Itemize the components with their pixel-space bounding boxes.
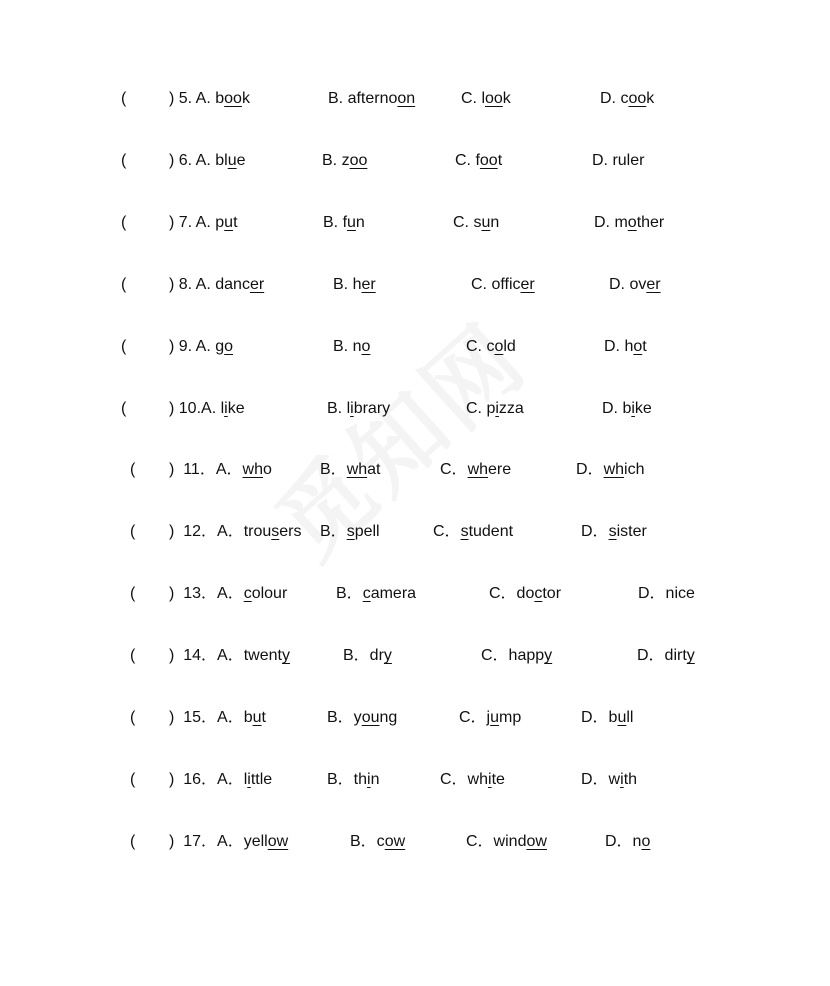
underlined-letters: i xyxy=(224,400,228,417)
underlined-letters: i xyxy=(620,771,624,788)
option-c xyxy=(466,396,524,422)
option-text: n xyxy=(370,771,380,788)
option-b xyxy=(322,148,367,174)
option-text: B． xyxy=(320,461,347,478)
option-text: C. offic xyxy=(471,276,521,293)
option-d xyxy=(594,210,664,236)
underlined-letters: i xyxy=(350,400,354,417)
question-number: ) 12．A． xyxy=(169,523,244,540)
option-text: l xyxy=(220,400,225,417)
answer-paren: ( xyxy=(121,276,127,293)
option-text: B. n xyxy=(333,338,362,355)
underlined-letters: c xyxy=(534,585,543,602)
option-text: B. z xyxy=(322,152,350,169)
option-text: ers xyxy=(279,523,302,540)
option-text: C. s xyxy=(453,214,482,231)
option-d xyxy=(581,519,647,545)
option-b xyxy=(333,334,370,360)
question-number: ) 16．A． xyxy=(169,771,244,788)
option-b xyxy=(327,767,380,793)
underlined-letters: ou xyxy=(361,709,380,726)
answer-paren: ( xyxy=(130,771,136,788)
answer-paren: ( xyxy=(130,461,136,478)
option-text: ke xyxy=(634,400,652,417)
option-c xyxy=(440,457,511,483)
option-text: ttle xyxy=(250,771,273,788)
option-d xyxy=(581,705,633,731)
option-text: B. f xyxy=(323,214,348,231)
option-text: C．wind xyxy=(466,833,527,850)
option-c xyxy=(461,86,511,112)
question-number: ) 8. A. xyxy=(169,276,216,293)
option-text: trou xyxy=(243,523,272,540)
question-row xyxy=(0,705,830,731)
option-a xyxy=(244,829,288,855)
option-text: k xyxy=(241,90,250,107)
option-text: ere xyxy=(488,461,512,478)
option-c xyxy=(471,272,535,298)
option-d xyxy=(605,829,650,855)
option-text: t xyxy=(642,338,647,355)
option-text: g xyxy=(215,338,225,355)
option-text: C．j xyxy=(459,709,491,726)
option-b xyxy=(328,86,415,112)
question-number: ) 14．A． xyxy=(169,647,244,664)
underlined-letters: u xyxy=(252,709,262,726)
option-text: D．dirt xyxy=(637,647,687,664)
option-text: b xyxy=(243,709,253,726)
option-a xyxy=(215,86,250,112)
answer-paren: ( xyxy=(130,585,136,602)
option-text: mp xyxy=(499,709,522,726)
underlined-letters: er xyxy=(520,276,535,293)
option-text: C. p xyxy=(466,400,496,417)
option-text: C．wh xyxy=(440,771,489,788)
option-text: ich xyxy=(624,461,645,478)
question-row xyxy=(0,581,830,607)
option-text: t xyxy=(497,152,503,169)
option-text: B. l xyxy=(327,400,351,417)
answer-paren: ( xyxy=(130,647,136,664)
underlined-letters: o xyxy=(494,338,504,355)
underlined-letters: s xyxy=(271,523,280,540)
option-a xyxy=(244,643,290,669)
option-text: k xyxy=(646,90,655,107)
question-number: ) 6. A. xyxy=(169,152,216,169)
option-text: ke xyxy=(227,400,245,417)
option-b xyxy=(350,829,405,855)
option-d xyxy=(592,148,644,174)
question-row xyxy=(0,457,830,483)
option-text: ll xyxy=(626,709,634,726)
underlined-letters: y xyxy=(383,647,392,664)
question-row xyxy=(0,767,830,793)
option-a xyxy=(244,519,302,545)
answer-paren: ( xyxy=(121,90,127,107)
option-text: pell xyxy=(354,523,380,540)
question-number: ) 7. A. xyxy=(169,214,216,231)
option-text: zza xyxy=(498,400,524,417)
option-d xyxy=(602,396,652,422)
question-number: ) 9. A. xyxy=(169,338,216,355)
underlined-letters: s xyxy=(346,523,355,540)
option-text: D. h xyxy=(604,338,634,355)
option-c xyxy=(453,210,499,236)
underlined-letters: s xyxy=(460,523,469,540)
question-row xyxy=(0,272,830,298)
underlined-letters: er xyxy=(361,276,376,293)
option-text: twent xyxy=(243,647,282,664)
option-text: B． xyxy=(336,585,363,602)
underlined-letters: u xyxy=(224,214,234,231)
answer-paren: ( xyxy=(121,338,127,355)
option-d xyxy=(576,457,644,483)
underlined-letters: u xyxy=(227,152,237,169)
option-d xyxy=(600,86,654,112)
option-b xyxy=(327,705,397,731)
option-text: D．n xyxy=(605,833,642,850)
question-number: ) 10.A. xyxy=(169,400,221,417)
option-text: t xyxy=(261,709,266,726)
option-text: tudent xyxy=(468,523,514,540)
question-number: ) 13．A． xyxy=(169,585,244,602)
question-number: ) 11．A． xyxy=(169,461,243,478)
option-text: C． xyxy=(433,523,461,540)
option-c xyxy=(466,334,516,360)
option-a xyxy=(215,334,233,360)
option-a xyxy=(244,581,288,607)
answer-paren: ( xyxy=(130,523,136,540)
underlined-letters: o xyxy=(627,214,637,231)
option-text: ister xyxy=(616,523,647,540)
option-text: brary xyxy=(353,400,391,417)
option-b xyxy=(333,272,376,298)
underlined-letters: oo xyxy=(479,152,498,169)
option-text: B．y xyxy=(327,709,362,726)
option-c xyxy=(481,643,552,669)
underlined-letters: oo xyxy=(628,90,647,107)
underlined-letters: i xyxy=(495,400,499,417)
underlined-letters: u xyxy=(347,214,356,231)
option-text: D. ruler xyxy=(592,152,645,169)
underlined-letters: on xyxy=(397,90,416,107)
option-text: n xyxy=(490,214,500,231)
option-a xyxy=(215,148,245,174)
option-text: ther xyxy=(636,214,665,231)
underlined-letters: o xyxy=(224,338,234,355)
option-text: B. afterno xyxy=(328,90,398,107)
underlined-letters: u xyxy=(481,214,491,231)
question-number: ) 15．A． xyxy=(169,709,244,726)
option-b xyxy=(323,210,365,236)
option-text: th xyxy=(623,771,638,788)
underlined-letters: o xyxy=(361,338,371,355)
answer-paren: ( xyxy=(130,833,136,850)
option-text: C．do xyxy=(489,585,535,602)
option-text: bl xyxy=(215,152,228,169)
option-text: p xyxy=(215,214,225,231)
option-text: D. b xyxy=(602,400,632,417)
option-text: danc xyxy=(215,276,250,293)
question-row xyxy=(0,334,830,360)
option-text: C. c xyxy=(466,338,495,355)
underlined-letters: ow xyxy=(267,833,289,850)
option-text: D． xyxy=(581,523,609,540)
underlined-letters: er xyxy=(249,276,265,293)
option-text: tor xyxy=(542,585,562,602)
option-text: B. h xyxy=(333,276,362,293)
option-text: D．b xyxy=(581,709,618,726)
option-a xyxy=(215,210,237,236)
underlined-letters: u xyxy=(490,709,500,726)
option-c xyxy=(466,829,547,855)
question-number: ) 17．A． xyxy=(169,833,244,850)
option-d xyxy=(609,272,661,298)
underlined-letters: y xyxy=(686,647,695,664)
answer-paren: ( xyxy=(121,214,127,231)
question-row xyxy=(0,829,830,855)
option-d xyxy=(604,334,647,360)
option-c xyxy=(489,581,561,607)
option-text: B． xyxy=(320,523,347,540)
option-b xyxy=(327,396,390,422)
option-b xyxy=(336,581,416,607)
answer-paren: ( xyxy=(121,152,127,169)
answer-paren: ( xyxy=(130,709,136,726)
option-text: o xyxy=(262,461,272,478)
underlined-letters: y xyxy=(544,647,553,664)
option-text: olour xyxy=(251,585,288,602)
option-a xyxy=(221,396,245,422)
option-d xyxy=(581,767,637,793)
underlined-letters: wh xyxy=(346,461,368,478)
question-row xyxy=(0,643,830,669)
answer-paren: ( xyxy=(121,400,127,417)
option-c xyxy=(440,767,505,793)
option-text: D. m xyxy=(594,214,628,231)
underlined-letters: oo xyxy=(349,152,368,169)
option-text: B．th xyxy=(327,771,368,788)
option-text: b xyxy=(215,90,225,107)
underlined-letters: y xyxy=(281,647,290,664)
underlined-letters: i xyxy=(488,771,492,788)
underlined-letters: oo xyxy=(224,90,242,107)
underlined-letters: ow xyxy=(384,833,406,850)
option-text: t xyxy=(233,214,238,231)
question-row xyxy=(0,148,830,174)
underlined-letters: wh xyxy=(603,461,625,478)
underlined-letters: o xyxy=(633,338,643,355)
underlined-letters: i xyxy=(247,771,251,788)
option-text: D．w xyxy=(581,771,621,788)
option-text: at xyxy=(367,461,381,478)
underlined-letters: o xyxy=(641,833,651,850)
option-a xyxy=(244,767,272,793)
option-a xyxy=(244,705,266,731)
option-text: yell xyxy=(243,833,268,850)
option-d xyxy=(637,643,695,669)
option-d xyxy=(638,581,695,607)
option-b xyxy=(343,643,392,669)
option-b xyxy=(320,519,380,545)
option-text: k xyxy=(502,90,511,107)
option-text: D． xyxy=(576,461,604,478)
option-c xyxy=(455,148,502,174)
underlined-letters: c xyxy=(243,585,252,602)
option-text: B．c xyxy=(350,833,385,850)
underlined-letters: er xyxy=(646,276,661,293)
underlined-letters: i xyxy=(367,771,371,788)
underlined-letters: oo xyxy=(485,90,503,107)
question-number: ) 5. A. xyxy=(169,90,216,107)
question-row xyxy=(0,519,830,545)
underlined-letters: wh xyxy=(242,461,263,478)
option-a xyxy=(243,457,272,483)
option-text: amera xyxy=(370,585,417,602)
option-text: te xyxy=(491,771,505,788)
underlined-letters: wh xyxy=(467,461,489,478)
option-text: ld xyxy=(503,338,516,355)
option-b xyxy=(320,457,380,483)
option-text: D．nice xyxy=(638,585,695,602)
option-c xyxy=(433,519,513,545)
option-text: e xyxy=(236,152,246,169)
option-text: C. l xyxy=(461,90,485,107)
option-a xyxy=(215,272,264,298)
option-text: D. ov xyxy=(609,276,647,293)
option-text: D. c xyxy=(600,90,629,107)
question-row xyxy=(0,210,830,236)
option-text: C．happ xyxy=(481,647,545,664)
option-text: n xyxy=(355,214,365,231)
question-row xyxy=(0,86,830,112)
underlined-letters: ow xyxy=(526,833,547,850)
underlined-letters: c xyxy=(362,585,371,602)
option-text: C． xyxy=(440,461,468,478)
underlined-letters: i xyxy=(631,400,635,417)
underlined-letters: s xyxy=(608,523,617,540)
option-c xyxy=(459,705,521,731)
option-text: l xyxy=(243,771,248,788)
option-text: ng xyxy=(379,709,398,726)
question-row xyxy=(0,396,830,422)
option-text: C. f xyxy=(455,152,480,169)
underlined-letters: u xyxy=(617,709,627,726)
option-text: B．dr xyxy=(343,647,384,664)
